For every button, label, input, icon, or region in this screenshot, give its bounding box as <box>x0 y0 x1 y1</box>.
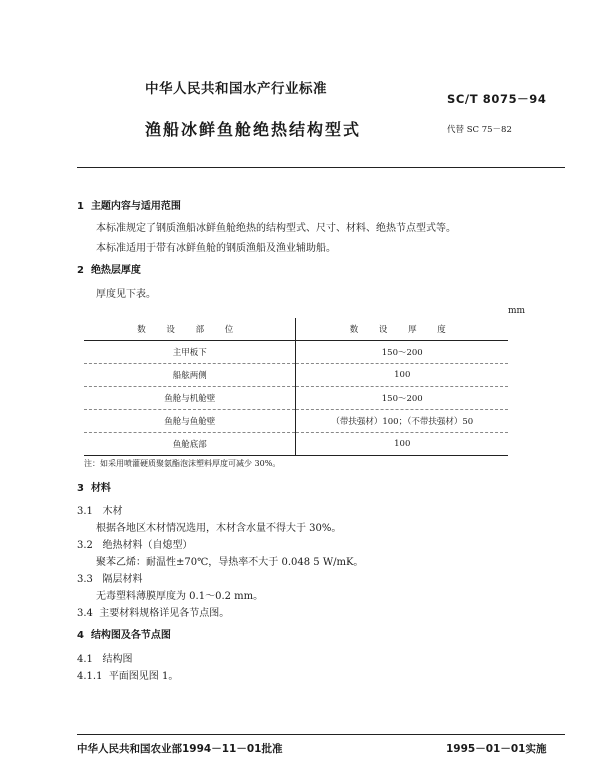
column-header-thickness: 数 设 厚 度 <box>296 318 508 341</box>
row-thickness: 100 <box>296 364 508 387</box>
row-thickness: 100 <box>296 433 508 456</box>
subsection-3-1-heading: 3.1 木材 <box>77 506 123 517</box>
issuing-organization: 中华人民共和国水产行业标准 <box>145 81 327 97</box>
insulation-thickness-table <box>84 318 508 456</box>
table-row <box>84 410 508 433</box>
subsection-3-3-heading: 3.3 隔层材料 <box>77 574 143 585</box>
footer-divider <box>77 734 565 735</box>
table-row <box>84 387 508 410</box>
table-unit: mm <box>508 306 526 316</box>
section-1-paragraph-2: 本标准适用于带有冰鲜鱼舱的钢质渔船及渔业辅助船。 <box>96 243 336 254</box>
section-1-paragraph-1: 本标准规定了钢质渔船冰鲜鱼舱绝热的结构型式、尺寸、材料、绝热节点型式等。 <box>96 223 456 234</box>
column-header-position: 数 设 部 位 <box>84 318 296 341</box>
section-1-heading: 1 主题内容与适用范围 <box>77 201 181 212</box>
table-note: 注：如采用喷灌硬质聚氨酯泡沫塑料厚度可减少 30%。 <box>84 459 281 468</box>
row-thickness: 150～200 <box>381 348 423 358</box>
row-thickness: 150～200 <box>296 387 508 410</box>
replaces-standard: 代替 SC 75－82 <box>447 125 512 135</box>
row-position: 鱼舱与鱼舱壁 <box>84 410 296 433</box>
subsection-3-2-heading: 3.2 绝热材料（自熄型） <box>77 540 193 551</box>
table-row <box>84 364 508 387</box>
subsection-3-1-text: 根据各地区木材情况选用，木材含水量不得大于 30%。 <box>96 523 342 534</box>
subsection-3-3-text: 无毒塑料薄膜厚度为 0.1～0.2 mm。 <box>96 591 264 602</box>
subsection-4-1-1-heading: 4.1.1 平面图见图 1。 <box>77 671 179 682</box>
row-position: 主甲板下 <box>84 341 296 364</box>
row-thickness: （带扶强材）100；（不带扶强材）50 <box>296 410 508 433</box>
implementation-date: 1995－01－01实施 <box>446 743 547 755</box>
section-2-paragraph: 厚度见下表。 <box>96 289 156 300</box>
section-3-heading: 3 材料 <box>77 483 111 494</box>
row-position: 鱼舱与机舱壁 <box>84 387 296 410</box>
standard-code: SC/T 8075－94 <box>447 92 547 106</box>
approval-statement: 中华人民共和国农业部1994－11－01批准 <box>77 743 283 755</box>
section-2-heading: 2 绝热层厚度 <box>77 265 141 276</box>
table-row <box>84 341 508 364</box>
subsection-3-4-heading: 3.4 主要材料规格详见各节点图。 <box>77 608 230 619</box>
table-row <box>84 433 508 456</box>
section-4-heading: 4 结构图及各节点图 <box>77 630 171 641</box>
subsection-4-1-heading: 4.1 结构图 <box>77 654 133 665</box>
header-divider <box>77 167 565 168</box>
row-position: 船舷两侧 <box>84 364 296 387</box>
table-header-row <box>84 318 508 341</box>
row-position: 鱼舱底部 <box>84 433 296 456</box>
document-title: 渔船冰鲜鱼舱绝热结构型式 <box>145 120 362 139</box>
subsection-3-2-text: 聚苯乙烯：耐温性±70℃，导热率不大于 0.048 5 W/mK。 <box>96 557 364 568</box>
